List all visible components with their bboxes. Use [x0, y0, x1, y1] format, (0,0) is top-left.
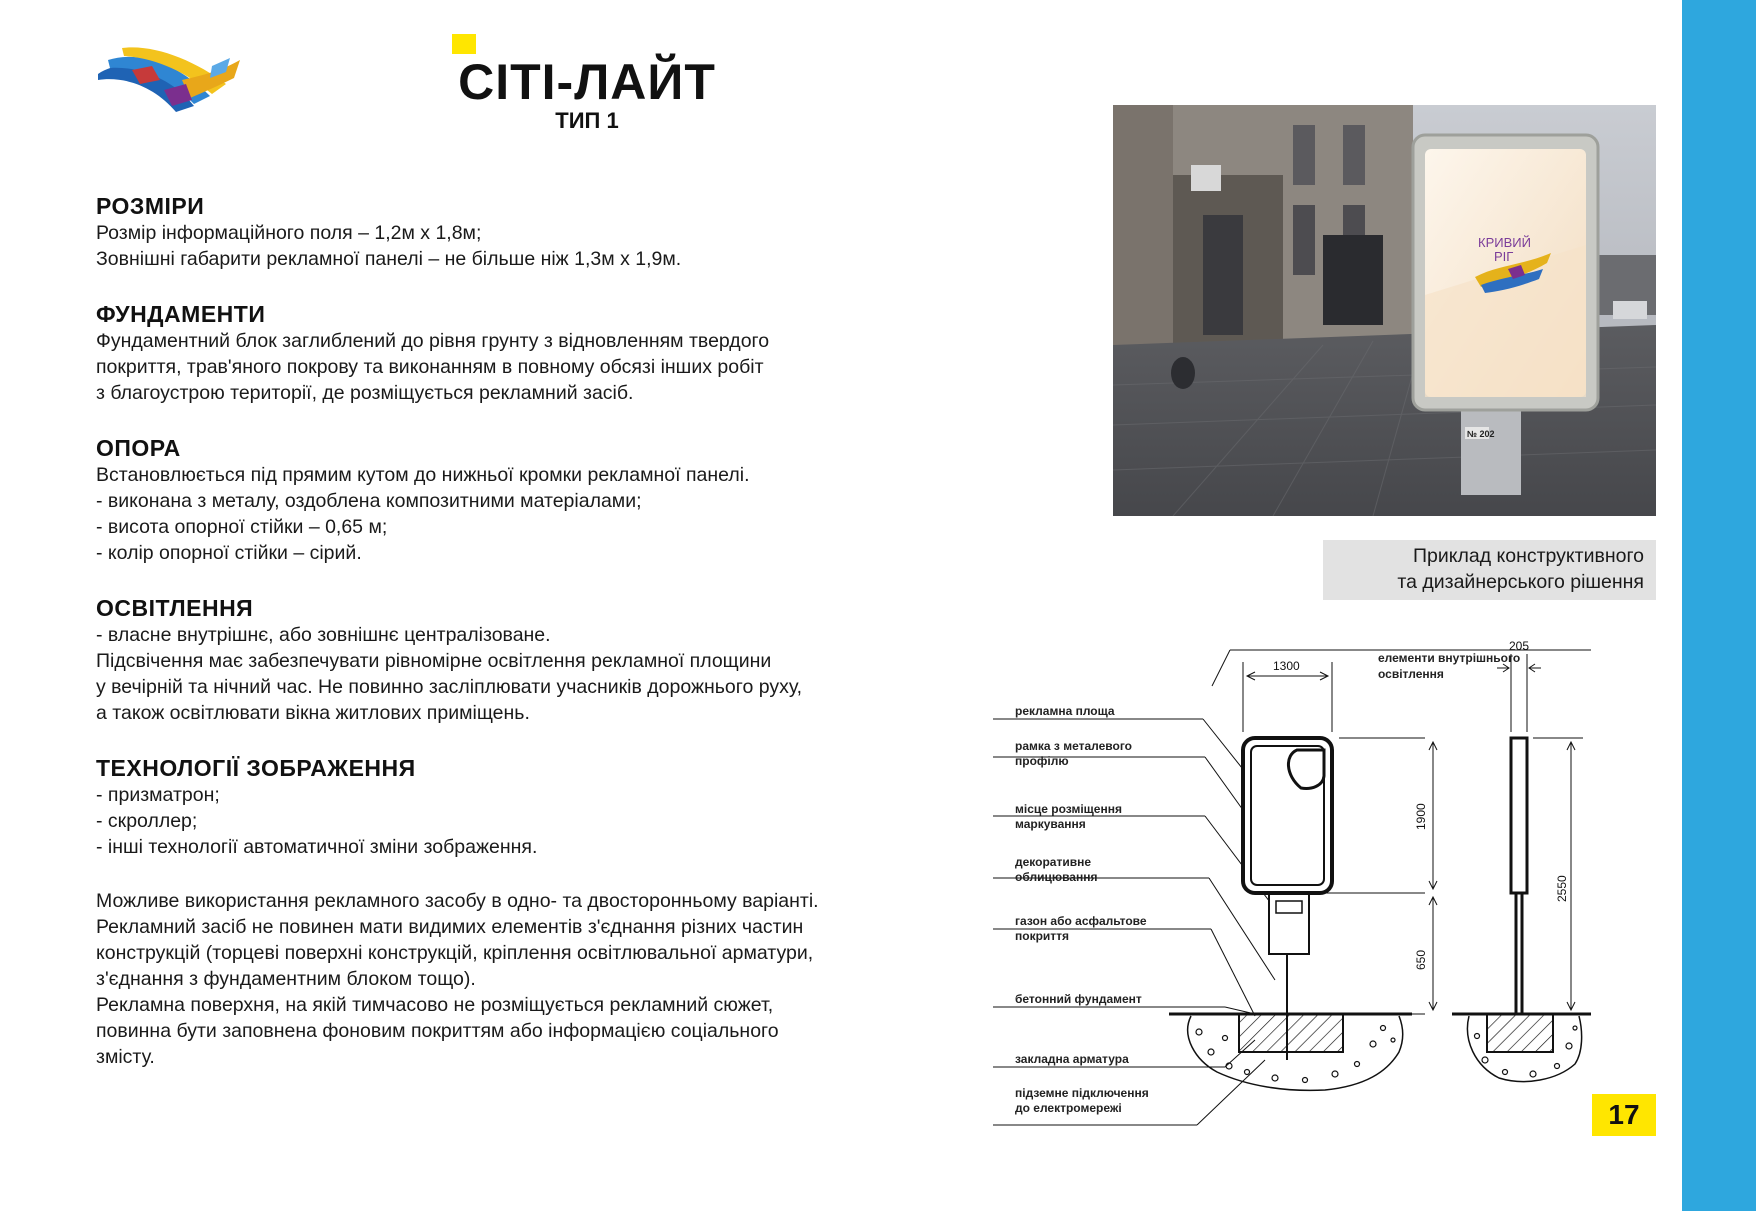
label-decorative-cladding: облицювання — [1015, 870, 1098, 884]
dim-total-height: 2550 — [1555, 875, 1569, 902]
section-line: - виконана з металу, оздоблена композитними матеріалами; — [96, 490, 642, 512]
section-heading: РОЗМІРИ — [96, 193, 205, 219]
section-line: а також освітлювати вікна житлових приміщень. — [96, 702, 530, 724]
dim-depth: 205 — [1509, 640, 1530, 653]
section-line: Рекламна поверхня, на якій тимчасово не розміщується рекламний сюжет, — [96, 994, 774, 1016]
section-heading: ТЕХНОЛОГІЇ ЗОБРАЖЕННЯ — [96, 755, 416, 781]
specifications-text — [96, 192, 956, 1098]
section-line: - призматрон; — [96, 784, 220, 806]
label-frame: профілю — [1015, 754, 1069, 768]
example-photo — [1113, 105, 1656, 516]
section-line: Фундаментний блок заглиблений до рівня грунту з відновленням твердого — [96, 330, 770, 352]
city-logo-icon — [94, 40, 244, 118]
section-line: - скроллер; — [96, 810, 198, 832]
section-line: Зовнішні габарити рекламної панелі – не більше ніж 1,3м х 1,9м. — [96, 248, 682, 270]
section-image-technologies — [96, 754, 956, 860]
section-heading: ОПОРА — [96, 435, 181, 461]
section-line: Підсвічення має забезпечувати рівномірне освітлення рекламної площини — [96, 650, 772, 672]
section-line: змісту. — [96, 1046, 155, 1068]
section-foundations — [96, 300, 956, 406]
section-line: покриття, трав'яного покрову та виконанням в повному обсязі інших робіт — [96, 356, 764, 378]
section-dimensions — [96, 192, 956, 272]
section-line: Можливе використання рекламного засобу в одно- та двосторонньому варіанті. — [96, 890, 819, 912]
section-line: Рекламний засіб не повинен мати видимих елементів з'єднання різних частин — [96, 916, 804, 938]
dim-width: 1300 — [1273, 659, 1300, 673]
label-decorative-cladding: декоративне — [1015, 855, 1092, 869]
photo-caption — [1323, 540, 1656, 600]
label-lawn-or-asphalt: покриття — [1015, 929, 1070, 943]
dim-post-height: 650 — [1414, 949, 1428, 970]
label-frame: рамка з металевого — [1015, 739, 1132, 753]
photo-billboard-subtitle: РІГ — [1494, 249, 1514, 264]
label-ad-area: рекламна площа — [1015, 704, 1115, 718]
section-support — [96, 434, 956, 566]
section-heading: ОСВІТЛЕННЯ — [96, 595, 254, 621]
photo-billboard-title: КРИВИЙ — [1478, 235, 1531, 250]
label-internal-lighting: елементи внутрішнього — [1378, 651, 1521, 665]
label-underground-power: до електромережі — [1015, 1101, 1122, 1115]
page-subtitle: ТИП 1 — [555, 108, 619, 133]
section-line: - висота опорної стійки – 0,65 м; — [96, 516, 388, 538]
section-line: - інші технології автоматичної зміни зображення. — [96, 836, 538, 858]
label-marking: маркування — [1015, 817, 1086, 831]
section-lighting — [96, 594, 956, 726]
side-color-strip — [1682, 0, 1756, 1211]
section-line: - колір опорної стійки – сірий. — [96, 542, 362, 564]
caption-line: та дизайнерського рішення — [1397, 571, 1644, 593]
label-marking: місце розміщення — [1015, 802, 1122, 816]
section-heading: ФУНДАМЕНТИ — [96, 301, 266, 327]
section-line: Розмір інформаційного поля – 1,2м х 1,8м; — [96, 222, 482, 244]
section-line: з благоустрою території, де розміщується рекламний засіб. — [96, 382, 634, 404]
photo-plate-number: № 202 — [1467, 429, 1495, 439]
label-internal-lighting: освітлення — [1378, 667, 1444, 681]
section-line: - власне внутрішнє, або зовнішнє централізоване. — [96, 624, 551, 646]
page-number: 17 — [1592, 1094, 1656, 1136]
title-accent-square — [452, 34, 476, 54]
section-line: у вечірній та нічний час. Не повинно засліплювати учасників дорожнього руху, — [96, 676, 803, 698]
page-title: СІТІ-ЛАЙТ — [458, 54, 716, 110]
label-embedded-rebar: закладна арматура — [1015, 1052, 1129, 1066]
label-lawn-or-asphalt: газон або асфальтове — [1015, 914, 1147, 928]
section-line: повинна бути заповнена фоновим покриттям або інформацією соціального — [96, 1020, 779, 1042]
caption-line: Приклад конструктивного — [1412, 545, 1644, 567]
section-line: Встановлюється під прямим кутом до нижньої кромки рекламної панелі. — [96, 464, 750, 486]
section-line: конструкцій (торцеві поверхні конструкцій, кріплення освітлювальної арматури, — [96, 942, 814, 964]
section-general-notes — [96, 888, 956, 1070]
label-underground-power: підземне підключення — [1015, 1086, 1149, 1100]
technical-drawing — [985, 640, 1595, 1140]
label-concrete-foundation: бетонний фундамент — [1015, 992, 1142, 1006]
section-line: з'єднання з фундаментним блоком тощо). — [96, 968, 476, 990]
dim-panel-height: 1900 — [1414, 803, 1428, 830]
